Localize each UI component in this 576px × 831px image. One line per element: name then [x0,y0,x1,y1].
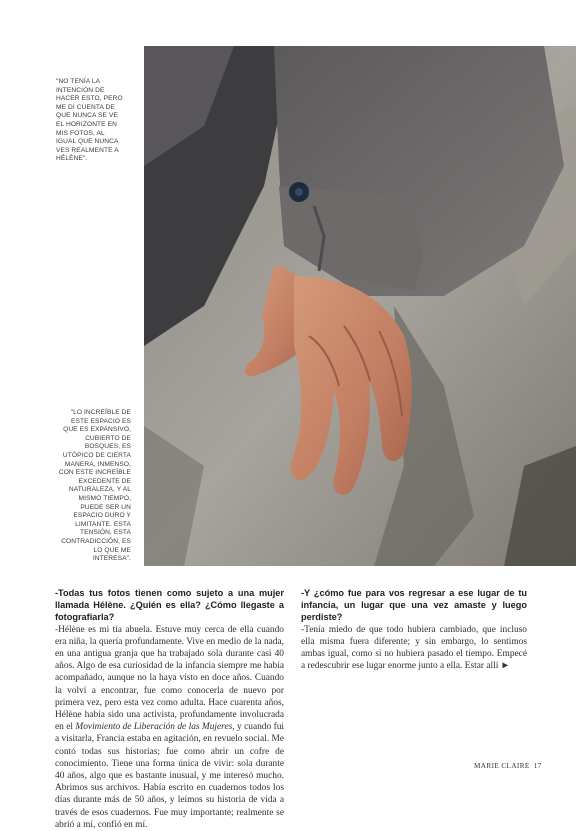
article-column-left [55,587,284,830]
hand-on-rock-photo [144,46,576,566]
answer-1-text-a: -Hélène es mi tía abuela. Estuve muy cerca de ella cuando era niña, la quería profundamente. Vive en medio de la nada, en una antigua granja que ha trabajado sola durante casi 40 años. Algo de esa curiosidad de la infancia siempre me había acompañado, aunque no la haya visto en doce años. Cuando la volví a encontrar, fue como conocerla de nuevo por primera vez, pero esta vez como adulta. Hace cuarenta años, Hélène había sido una activista, profundamente involucrada en el [55,624,284,733]
movement-name: Movimiento de Liberación de las Mujeres [75,722,233,733]
interview-answer-1 [55,624,284,831]
page-footer [470,762,542,770]
interview-question-2: -Y ¿cómo fue para vos regresar a ese lugar de tu infancia, un lugar que una vez amaste y luego perdiste? [301,588,527,623]
interview-question-1: -Todas tus fotos tienen como sujeto a una mujer llamada Hélène. ¿Quién es ella? ¿Cómo llegaste a fotografiarla? [55,588,284,623]
answer-2-text: -Tenía miedo de que todo hubiera cambiado, que incluso ella misma fuera diferente; y sin embargo, lo sentimos ambas igual, como si no hubiera pasado el tiempo. Empecé a redescubrir ese lugar enorme junto a ella. Estar allí [301,624,527,672]
photo-illustration [144,46,576,566]
pull-quote-horizon: "NO TENÍA LA INTENCIÓN DE HACER ESTO, PERO ME DI CUENTA DE QUE NUNCA SE VE EL HORIZONTE EN MIS FOTOS, AL IGUAL QUE NUNCA VES REALMENTE A HÉLÈNE". [56,78,123,163]
continue-arrow-icon: ► [500,661,510,672]
article-column-right [301,587,527,672]
page-number: 17 [533,762,542,770]
interview-answer-2 [301,624,527,673]
pull-quote-space: "LO INCREÍBLE DE ESTE ESPACIO ES QUE ES EXPANSIVO, CUBIERTO DE BOSQUES, ES UTÓPICO DE CIERTA MANERA, INMENSO, CON ESTE INCREÍBLE EXCEDENTE DE NATURALEZA, Y AL MISMO TIEMPO, PUEDE SER UN ESPACIO DURO Y LIMITANTE. ESTA TENSIÓN, ESTA CONTRADICCIÓN, ES LO QUE ME INTERESA". [58,409,131,563]
magazine-name: MARIE CLAIRE [474,762,530,770]
answer-1-text-b: , y cuando fui a visitarla, Francia estaba en agitación, en revuelo social. Me contó todas sus historias; fue como abrir un cofre de conocimiento. Tiene una forma única de vivir: sola durante 40 años, algo que es bastante inusual, y me interesó mucho. Abrimos sus archivos. Había escrito en cuadernos todos los días durante más de 50 años, y leímos su historia de vida a través de esos cuadernos. Fue muy importante; realmente se abrió a mí, confió en mí. [55,722,284,830]
